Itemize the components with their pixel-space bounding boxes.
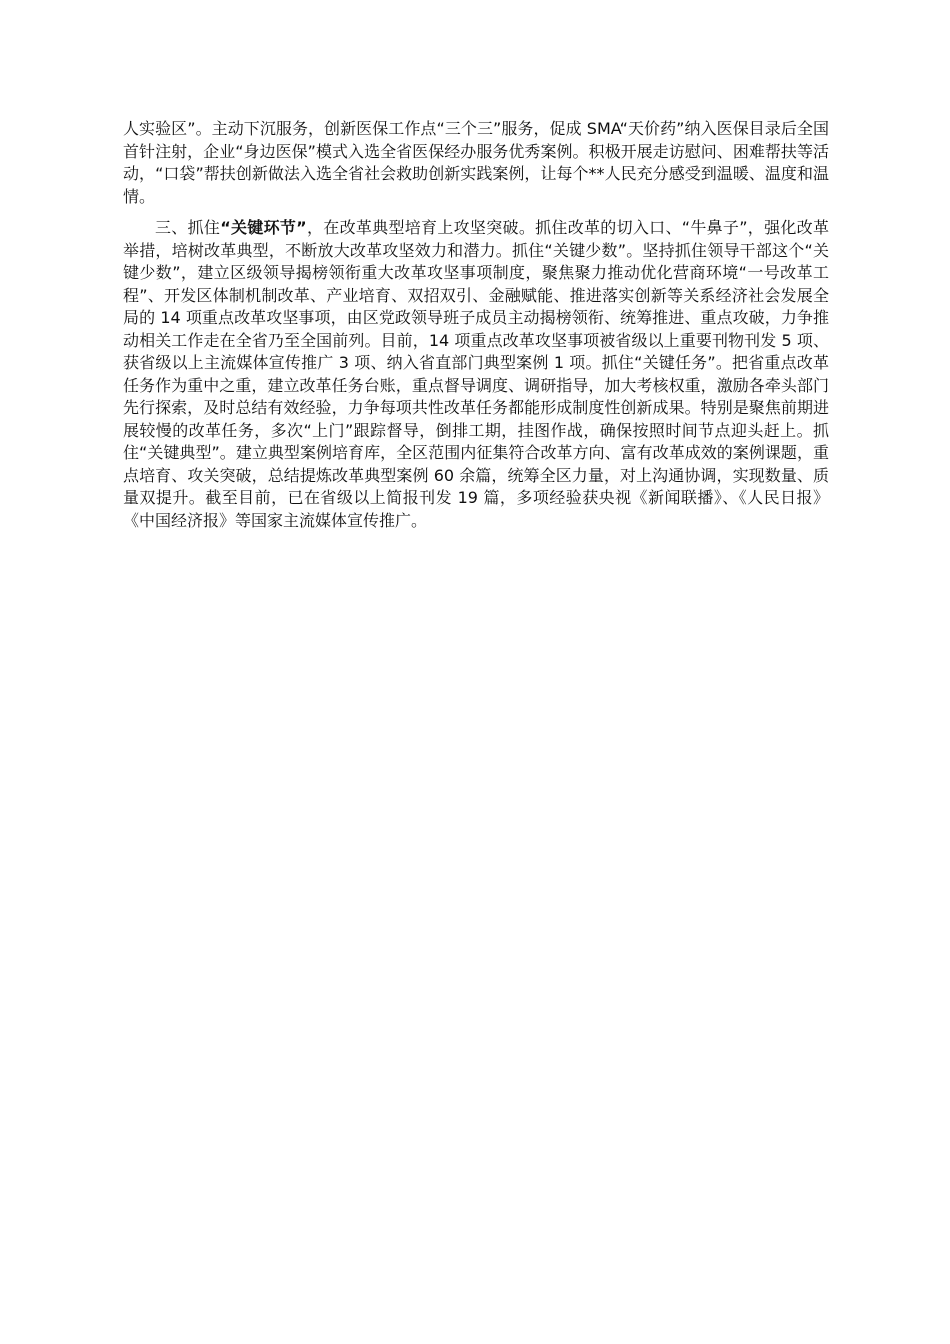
paragraph-lead: 三、抓住 xyxy=(155,218,221,237)
paragraph-body: ，在改革典型培育上攻坚突破。抓住改革的切入口、“牛鼻子”，强化改革举措，培树改革典型，不断放大改革攻坚效力和潜力。抓住“关键少数”。坚持抓住领导干部这个“关键少数”，建立区级领导揭榜领衔重大改革攻坚事项制度，聚焦聚力推动优化营商环境“一号改革工程”、开发区体制机制改革、产业培育、双招双引、金融赋能、推进落实创新等关系经济社会发展全局的 14 项重点改革攻坚事项，由区党政领导班子成员主动揭榜领衔、统筹推进、重点攻破，力争推动相关工作走在全省乃至全国前列。目前，14 项重点改革攻坚事项被省级以上重要刊物刊发 5 项、获省级以上主流媒体宣传推广 3 项、纳入省直部门典型案例 1 项。抓住“关键任务”。把省重点改革任务作为重中之重，建立改革任务台账，重点督导调度、调研指导，加大考核权重，激励各牵头部门先行探索，及时总结有效经验，力争每项共性改革任务都能形成制度性创新成果。特别是聚焦前期进展较慢的改革任务，多次“上门”跟踪督导，倒排工期，挂图作战，确保按照时间节点迎头赶上。抓住“关键典型”。建立典型案例培育库，全区范围内征集符合改革方向、富有改革成效的案例课题，重点培育、攻关突破，总结提炼改革典型案例 60 余篇，统筹全区力量，对上沟通协调，实现数量、质量双提升。截至目前，已在省级以上简报刊发 19 篇，多项经验获央视《新闻联播》、《人民日报》《中国经济报》等国家主流媒体宣传推广。 xyxy=(123,218,829,530)
paragraph-key-links xyxy=(123,217,829,532)
bold-phrase-key-links: “关键环节” xyxy=(220,218,307,237)
paragraph-continuation: 人实验区”。主动下沉服务，创新医保工作点“三个三”服务，促成 SMA“天价药”纳入医保目录后全国首针注射，企业“身边医保”模式入选全省医保经办服务优秀案例。积极开展走访慰问、困难帮扶等活动，“口袋”帮扶创新做法入选全省社会救助创新实践案例，让每个**人民充分感受到温暖、温度和温情。 xyxy=(123,119,829,206)
document-body xyxy=(123,118,829,532)
